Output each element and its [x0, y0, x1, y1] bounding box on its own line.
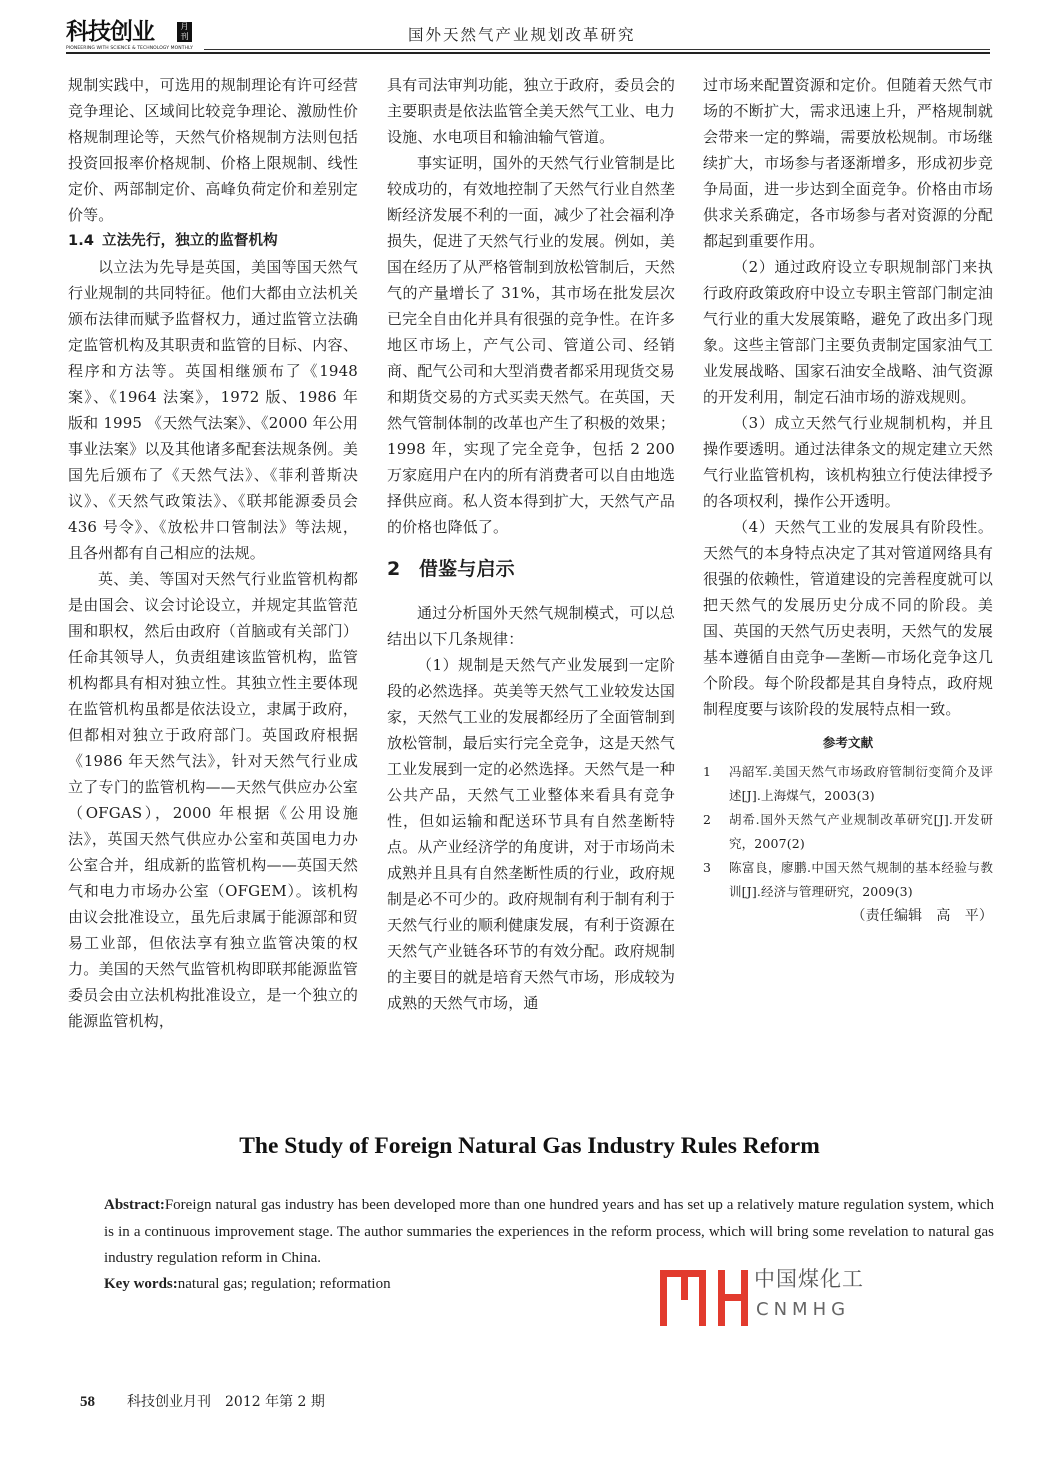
- paragraph: 过市场来配置资源和定价。但随着天然气市场的不断扩大，需求迅速上升，严格规制就会带来一定的弊端，需要放松规制。市场继续扩大，市场参与者逐渐增多，形成初步竞争局面，进一步达到全面竞争。价格由市场供求关系确定，各市场参与者对资源的分配都起到重要作用。: [703, 76, 993, 250]
- section-title: 立法先行，独立的监督机构: [102, 233, 278, 249]
- paragraph: 具有司法审判功能，独立于政府，委员会的主要职责是依法监管全美天然气工业、电力设施、水电项目和输油输气管道。: [387, 76, 675, 146]
- paragraph: 英、美、等国对天然气行业监管机构都是由国会、议会讨论设立，并规定其监管范围和职权，然后由政府（首脑或有关部门）任命其领导人，负责组建该监管机构，监管机构都具有相对独立性。其独立性主要体现在监管机构虽都是依法设立，隶属于政府，但都相对独立于政府部门。英国政府根据《1986 年天然气法》，针对天然气行业成立了专门的监管机构——天然气供应办公室（OFGAS），2000 年根据《公用设施法》，英国天然气供应办公室和英国电力办公室合并，组成新的监管机构——英国天然气和电力市场办公室（OFGEM）。该机构由议会批准设立，虽先后隶属于能源部和贸易工业部，但依法享有独立监管决策的权力。美国的天然气监管机构即联邦能源监管委员会由立法机构批准设立，是一个独立的能源监管机构，: [68, 570, 358, 1030]
- reference-number: 2: [703, 812, 712, 827]
- english-keywords: [104, 1271, 391, 1297]
- reference-text: 冯韶军.美国天然气市场政府管制衍变简介及评述[J].上海煤气，2003(3): [729, 764, 993, 803]
- section-number: 2: [387, 558, 401, 580]
- english-abstract: [104, 1192, 994, 1272]
- responsible-editor: （责任编辑 高 平）: [851, 908, 993, 924]
- reference-item: [703, 856, 993, 904]
- reference-number: 3: [703, 860, 712, 875]
- text-column-1: [68, 72, 358, 1034]
- logo-main-text: 科技创业: [66, 19, 154, 45]
- reference-number: 1: [703, 764, 712, 779]
- paragraph: （4）天然气工业的发展具有阶段性。天然气的本身特点决定了其对管道网络具有很强的依赖性，管道建设的完善程度就可以把天然气的发展历史分成不同的阶段。美国、英国的天然气历史表明，天然气的发展基本遵循自由竞争—垄断—市场化竞争这几个阶段。每个阶段都是其自身特点，政府规制程度要与该阶段的发展特点相一致。: [703, 518, 993, 718]
- keywords-label: Key words:: [104, 1276, 178, 1292]
- text-column-3: [703, 72, 993, 928]
- paragraph: 以立法为先导是英国，美国等国天然气行业规制的共同特征。他们大都由立法机关颁布法律而赋予监督权力，通过监管立法确定监管机构及其职责和监管的目标、内容、程序和方法等。英国相继颁布了《1948 案》、《1964 法案》，1972 版、1986 年版和 1995 《天然气法案》、《2000 年公用事业法案》以及其他诸多配套法规条例。美国先后颁布了《天然气法》、《菲利普斯决议》、《天然气政策法》、《联邦能源委员会 436 号令》、《放松井口管制法》等法规，且各州都有自己相应的法规。: [68, 258, 358, 562]
- paragraph: （1）规制是天然气产业发展到一定阶段的必然选择。英美等天然气工业较发达国家，天然气工业的发展都经历了全面管制到放松管制，最后实行完全竞争，这是天然气工业发展到一定的必然选择。天然气是一种公共产品，天然气工业整体来看具有竞争性，但如运输和配送环节具有自然垄断特点。从产业经济学的角度讲，对于市场尚未成熟并且具有自然垄断性质的行业，政府规制是必不可少的。政府规制有利于制有利于天然气行业的顺利健康发展，有利于资源在天然气产业链各环节的有效分配。政府规制的主要目的就是培育天然气市场，形成较为成熟的天然气市场，通: [387, 656, 675, 1012]
- paragraph: （3）成立天然气行业规制机构，并且操作要透明。通过法律条文的规定建立天然气行业监管机构，该机构独立行使法律授予的各项权利，操作公开透明。: [703, 414, 993, 510]
- english-title: The Study of Foreign Natural Gas Industry Rules Reform: [239, 1133, 820, 1159]
- paragraph: 规制实践中，可选用的规制理论有许可经营竞争理论、区域间比较竞争理论、激励性价格规制理论等，天然气价格规制方法则包括投资回报率价格规制、价格上限规制、线性定价、两部制定价、高峰负荷定价和差别定价等。: [68, 76, 358, 224]
- paragraph: 通过分析国外天然气规制模式，可以总结出以下几条规律：: [387, 604, 675, 648]
- reference-text: 陈富良，廖鹏.中国天然气规制的基本经验与教训[J].经济与管理研究，2009(3): [729, 860, 993, 899]
- header-rule-thin: [204, 49, 990, 50]
- abstract-text: Foreign natural gas industry has been developed more than one hundred years and has set up a relatively mature regulation system, which is in a continuous improvement stage. The author summaries the experiences in the reform process, which will bring some revelation to natural gas industry regulation reform in China.: [104, 1197, 994, 1266]
- reference-item: [703, 760, 993, 808]
- section-number: 1.4: [68, 233, 95, 249]
- logo-badge: 月刊: [177, 22, 192, 42]
- watermark-logo: [656, 1264, 876, 1328]
- references-heading: 参考文献: [822, 735, 874, 750]
- reference-text: 胡希.国外天然气产业规制改革研究[J].开发研究，2007(2): [729, 812, 993, 851]
- section-heading-2: [387, 554, 675, 584]
- watermark-english-text: CNMHG: [756, 1299, 851, 1320]
- mh-logo-icon: [656, 1264, 752, 1328]
- reference-list: [703, 760, 993, 904]
- section-title: 借鉴与启示: [419, 558, 515, 580]
- paragraph: 事实证明，国外的天然气行业管制是比较成功的，有效地控制了天然气行业自然垄断经济发展不利的一面，减少了社会福利净损失，促进了天然气行业的发展。例如，美国在经历了从严格管制到放松管制后，天然气的产量增长了 31%，其市场在批发层次已完全自由化并具有很强的竞争性。在许多地区市场上，产气公司、管道公司、经销商、配气公司和大型消费者都采用现货交易和期货交易的方式买卖天然气。在英国，天然气管制体制的改革也产生了积极的效果；1998 年，实现了完全竞争，包括 2 200 万家庭用户在内的所有消费者可以自由地选择供应商。私人资本得到扩大，天然气产品的价格也降低了。: [387, 154, 675, 536]
- paragraph: （2）通过政府设立专职规制部门来执行政府政策政府中设立专职主管部门制定油气行业的重大发展策略，避免了政出多门现象。这些主管部门主要负责制定国家油气工业发展战略、国家石油安全战略、油气资源的开发利用，制定石油市场的游戏规则。: [703, 258, 993, 406]
- watermark-chinese-text: 中国煤化工: [754, 1267, 864, 1291]
- abstract-label: Abstract:: [104, 1197, 165, 1213]
- journal-issue: 科技创业月刊 2012 年第 2 期: [127, 1394, 325, 1410]
- running-title: 国外天然气产业规划改革研究: [408, 26, 636, 44]
- text-column-2: [387, 72, 675, 1016]
- keywords-text: natural gas; regulation; reformation: [177, 1276, 391, 1292]
- header-rule-thick: [66, 52, 990, 54]
- logo-subtitle: PIONEERING WITH SCIENCE & TECHNOLOGY MONTHLY: [66, 46, 193, 51]
- journal-logo: [66, 18, 198, 54]
- page-footer: [80, 1392, 325, 1412]
- page-number: 58: [80, 1394, 95, 1410]
- section-heading-1-4: [68, 228, 358, 254]
- reference-item: [703, 808, 993, 856]
